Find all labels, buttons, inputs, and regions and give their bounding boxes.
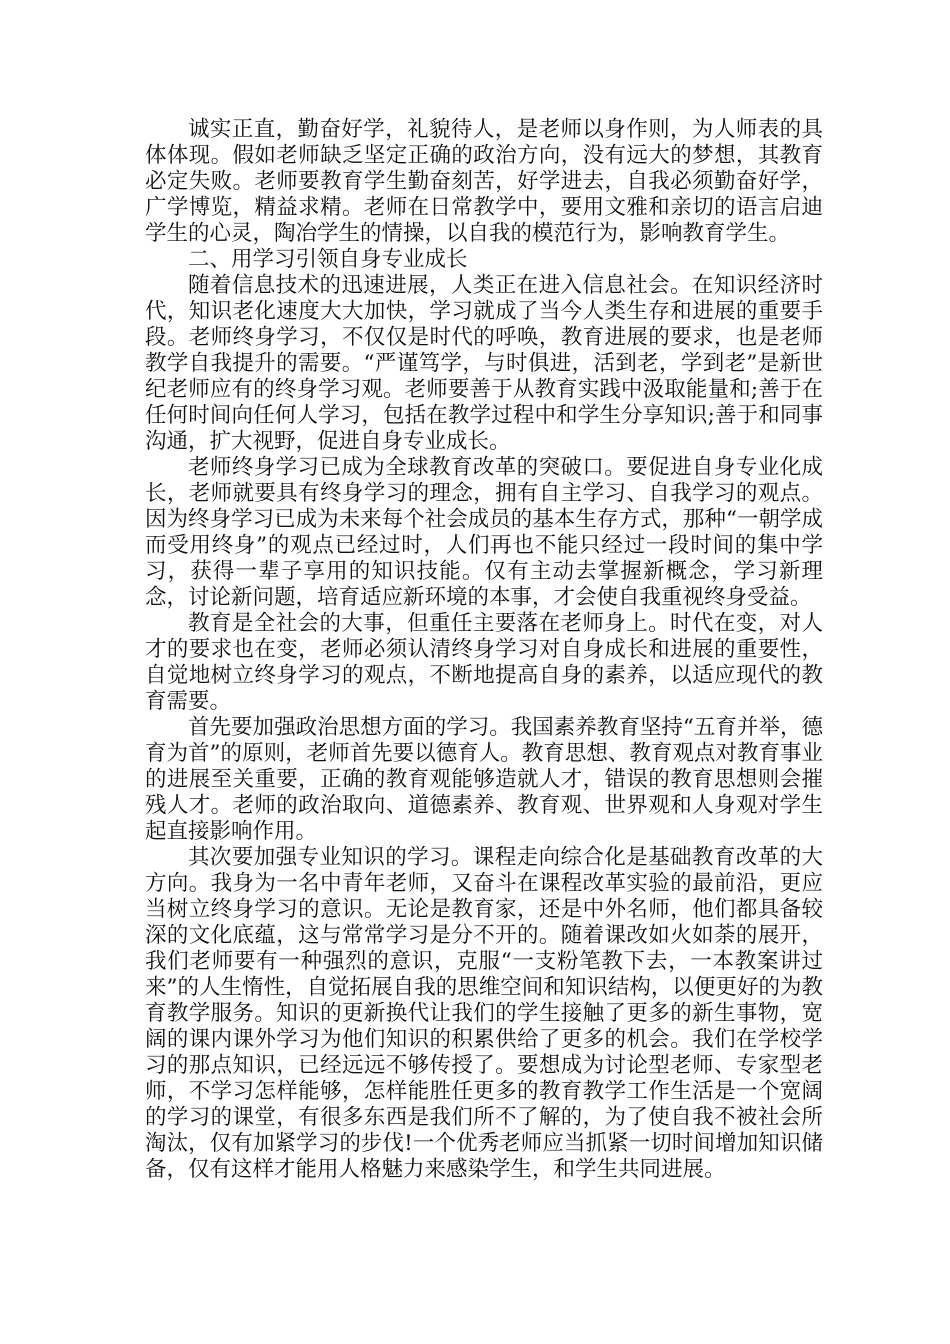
paragraph: 老师终身学习已成为全球教育改革的突破口。要促进自身专业化成长，老师就要具有终身学习的理念，拥有自主学习、自我学习的观点。因为终身学习已成为未来每个社会成员的基本生存方式，那种“一朝学成而受用终身”的观点已经过时，人们再也不能只经过一段时间的集中学习，获得一辈子享用的知识技能。仅有主动去掌握新概念，学习新理念，讨论新问题，培育适应新环境的本事，才会使自我重视终身受益。 (145, 455, 823, 610)
document-body (145, 117, 823, 1183)
paragraph: 随着信息技术的迅速进展，人类正在进入信息社会。在知识经济时代，知识老化速度大大加快，学习就成了当今人类生存和进展的重要手段。老师终身学习，不仅仅是时代的呼唤，教育进展的要求，也是老师教学自我提升的需要。“严谨笃学，与时俱进，活到老，学到老”是新世纪老师应有的终身学习观。老师要善于从教育实践中汲取能量和;善于在任何时间向任何人学习，包括在教学过程中和学生分享知识;善于和同事沟通，扩大视野，促进自身专业成长。 (145, 273, 823, 454)
paragraph: 诚实正直，勤奋好学，礼貌待人，是老师以身作则，为人师表的具体体现。假如老师缺乏坚定正确的政治方向，没有远大的梦想，其教育必定失败。老师要教育学生勤奋刻苦，好学进去，自我必须勤奋好学，广学博览，精益求精。老师在日常教学中，要用文雅和亲切的语言启迪学生的心灵，陶冶学生的情操，以自我的模范行为，影响教育学生。 (145, 117, 823, 246)
paragraph: 其次要加强专业知识的学习。课程走向综合化是基础教育改革的大方向。我身为一名中青年老师，又奋斗在课程改革实验的最前沿，更应当树立终身学习的意识。无论是教育家，还是中外名师，他们都具备较深的文化底蕴，这与常常学习是分不开的。随着课改如火如荼的展开，我们老师要有一种强烈的意识，克服“一支粉笔教下去，一本教案讲过来”的人生惰性，自觉拓展自我的思维空间和知识结构，以便更好的为教育教学服务。知识的更新换代让我们的学生接触了更多的新生事物，宽阔的课内课外学习为他们知识的积累供给了更多的机会。我们在学校学习的那点知识，已经远远不够传授了。要想成为讨论型老师、专家型老师，不学习怎样能够，怎样能胜任更多的教育教学工作生活是一个宽阔的学习的课堂，有很多东西是我们所不了解的，为了使自我不被社会所淘汰，仅有加紧学习的步伐!一个优秀老师应当抓紧一切时间增加知识储备，仅有这样才能用人格魅力来感染学生，和学生共同进展。 (145, 845, 823, 1182)
section-heading: 二、用学习引领自身专业成长 (188, 247, 468, 272)
paragraph: 首先要加强政治思想方面的学习。我国素养教育坚持“五育并举，德育为首”的原则，老师首先要以德育人。教育思想、教育观点对教育事业的进展至关重要，正确的教育观能够造就人才，错误的教育思想则会摧残人才。老师的政治取向、道德素养、教育观、世界观和人身观对学生起直接影响作用。 (145, 715, 823, 844)
paragraph: 教育是全社会的大事，但重任主要落在老师身上。时代在变，对人才的要求也在变，老师必须认清终身学习对自身成长和进展的重要性，自觉地树立终身学习的观点，不断地提高自身的素养，以适应现代的教育需要。 (145, 611, 823, 714)
